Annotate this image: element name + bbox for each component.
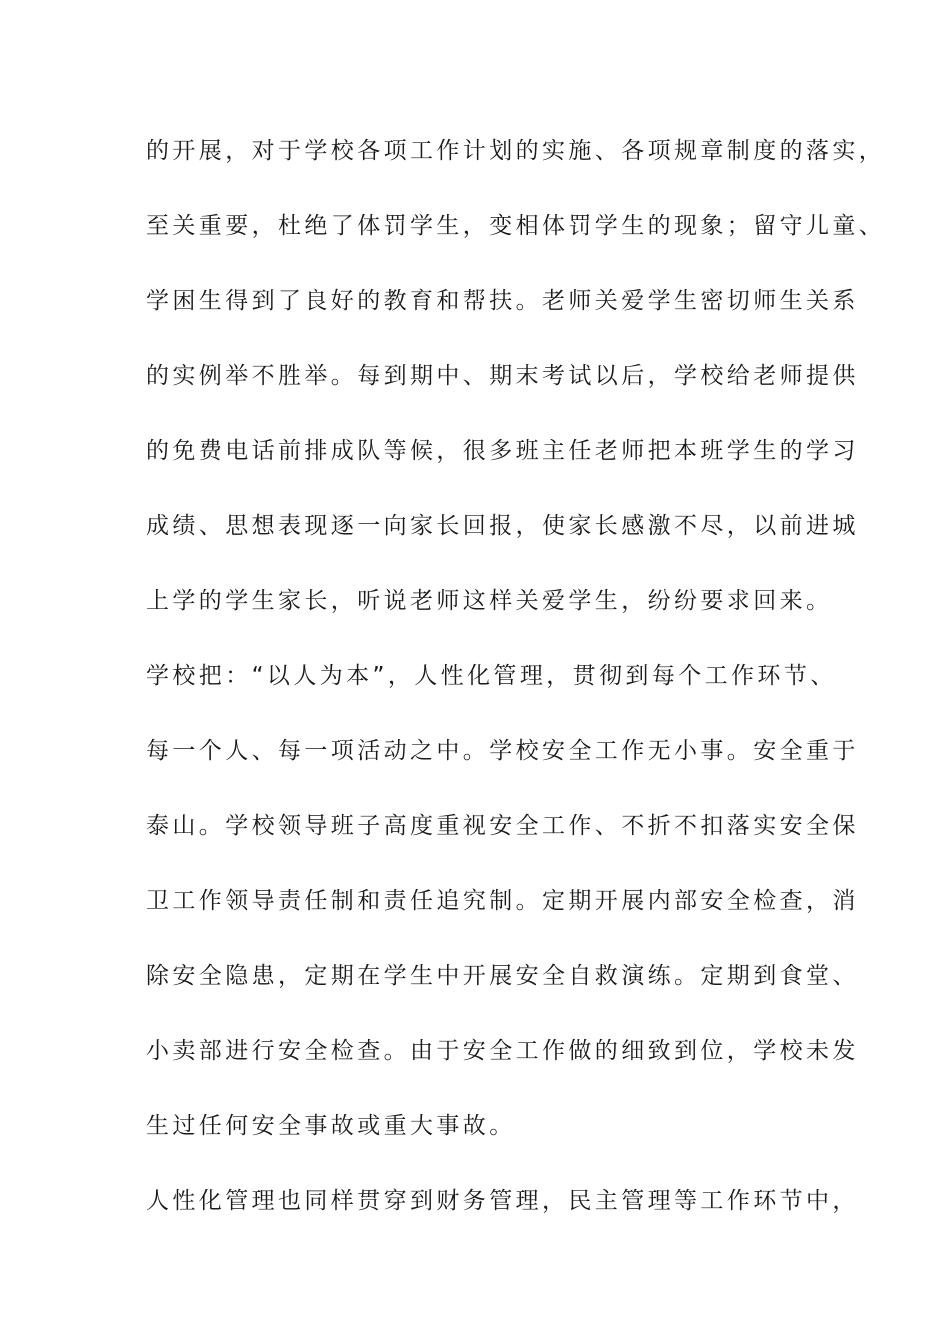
text-line: 生过任何安全事故或重大事故。 [146, 1113, 516, 1139]
text-line: 的开展，对于学校各项工作计划的实施、各项规章制度的落实， [146, 138, 886, 164]
text-line: 除安全隐患，定期在学生中开展安全自救演练。定期到食堂、 [146, 963, 859, 989]
text-line: 每一个人、每一项活动之中。学校安全工作无小事。安全重于 [146, 738, 859, 764]
text-line: 至关重要，杜绝了体罚学生，变相体罚学生的现象；留守儿童、 [146, 213, 886, 239]
text-line: 成绩、思想表现逐一向家长回报，使家长感激不尽，以前进城 [146, 513, 859, 539]
text-line: 上学的学生家长，听说老师这样关爱学生，纷纷要求回来。 [146, 588, 833, 614]
text-line: 小卖部进行安全检查。由于安全工作做的细致到位，学校未发 [146, 1038, 859, 1064]
text-line: 泰山。学校领导班子高度重视安全工作、不折不扣落实安全保 [146, 813, 859, 839]
text-line: 卫工作领导责任制和责任追究制。定期开展内部安全检查，消 [146, 888, 859, 914]
text-line: 的免费电话前排成队等候，很多班主任老师把本班学生的学习 [146, 438, 859, 464]
document-body [146, 128, 886, 1253]
text-line: 的实例举不胜举。每到期中、期末考试以后，学校给老师提供 [146, 363, 859, 389]
text-line: 学困生得到了良好的教育和帮扶。老师关爱学生密切师生关系 [146, 288, 859, 314]
text-line: 学校把：“以人为本”，人性化管理，贯彻到每个工作环节、 [146, 663, 837, 689]
text-line: 人性化管理也同样贯穿到财务管理，民主管理等工作环节中， [146, 1188, 859, 1214]
